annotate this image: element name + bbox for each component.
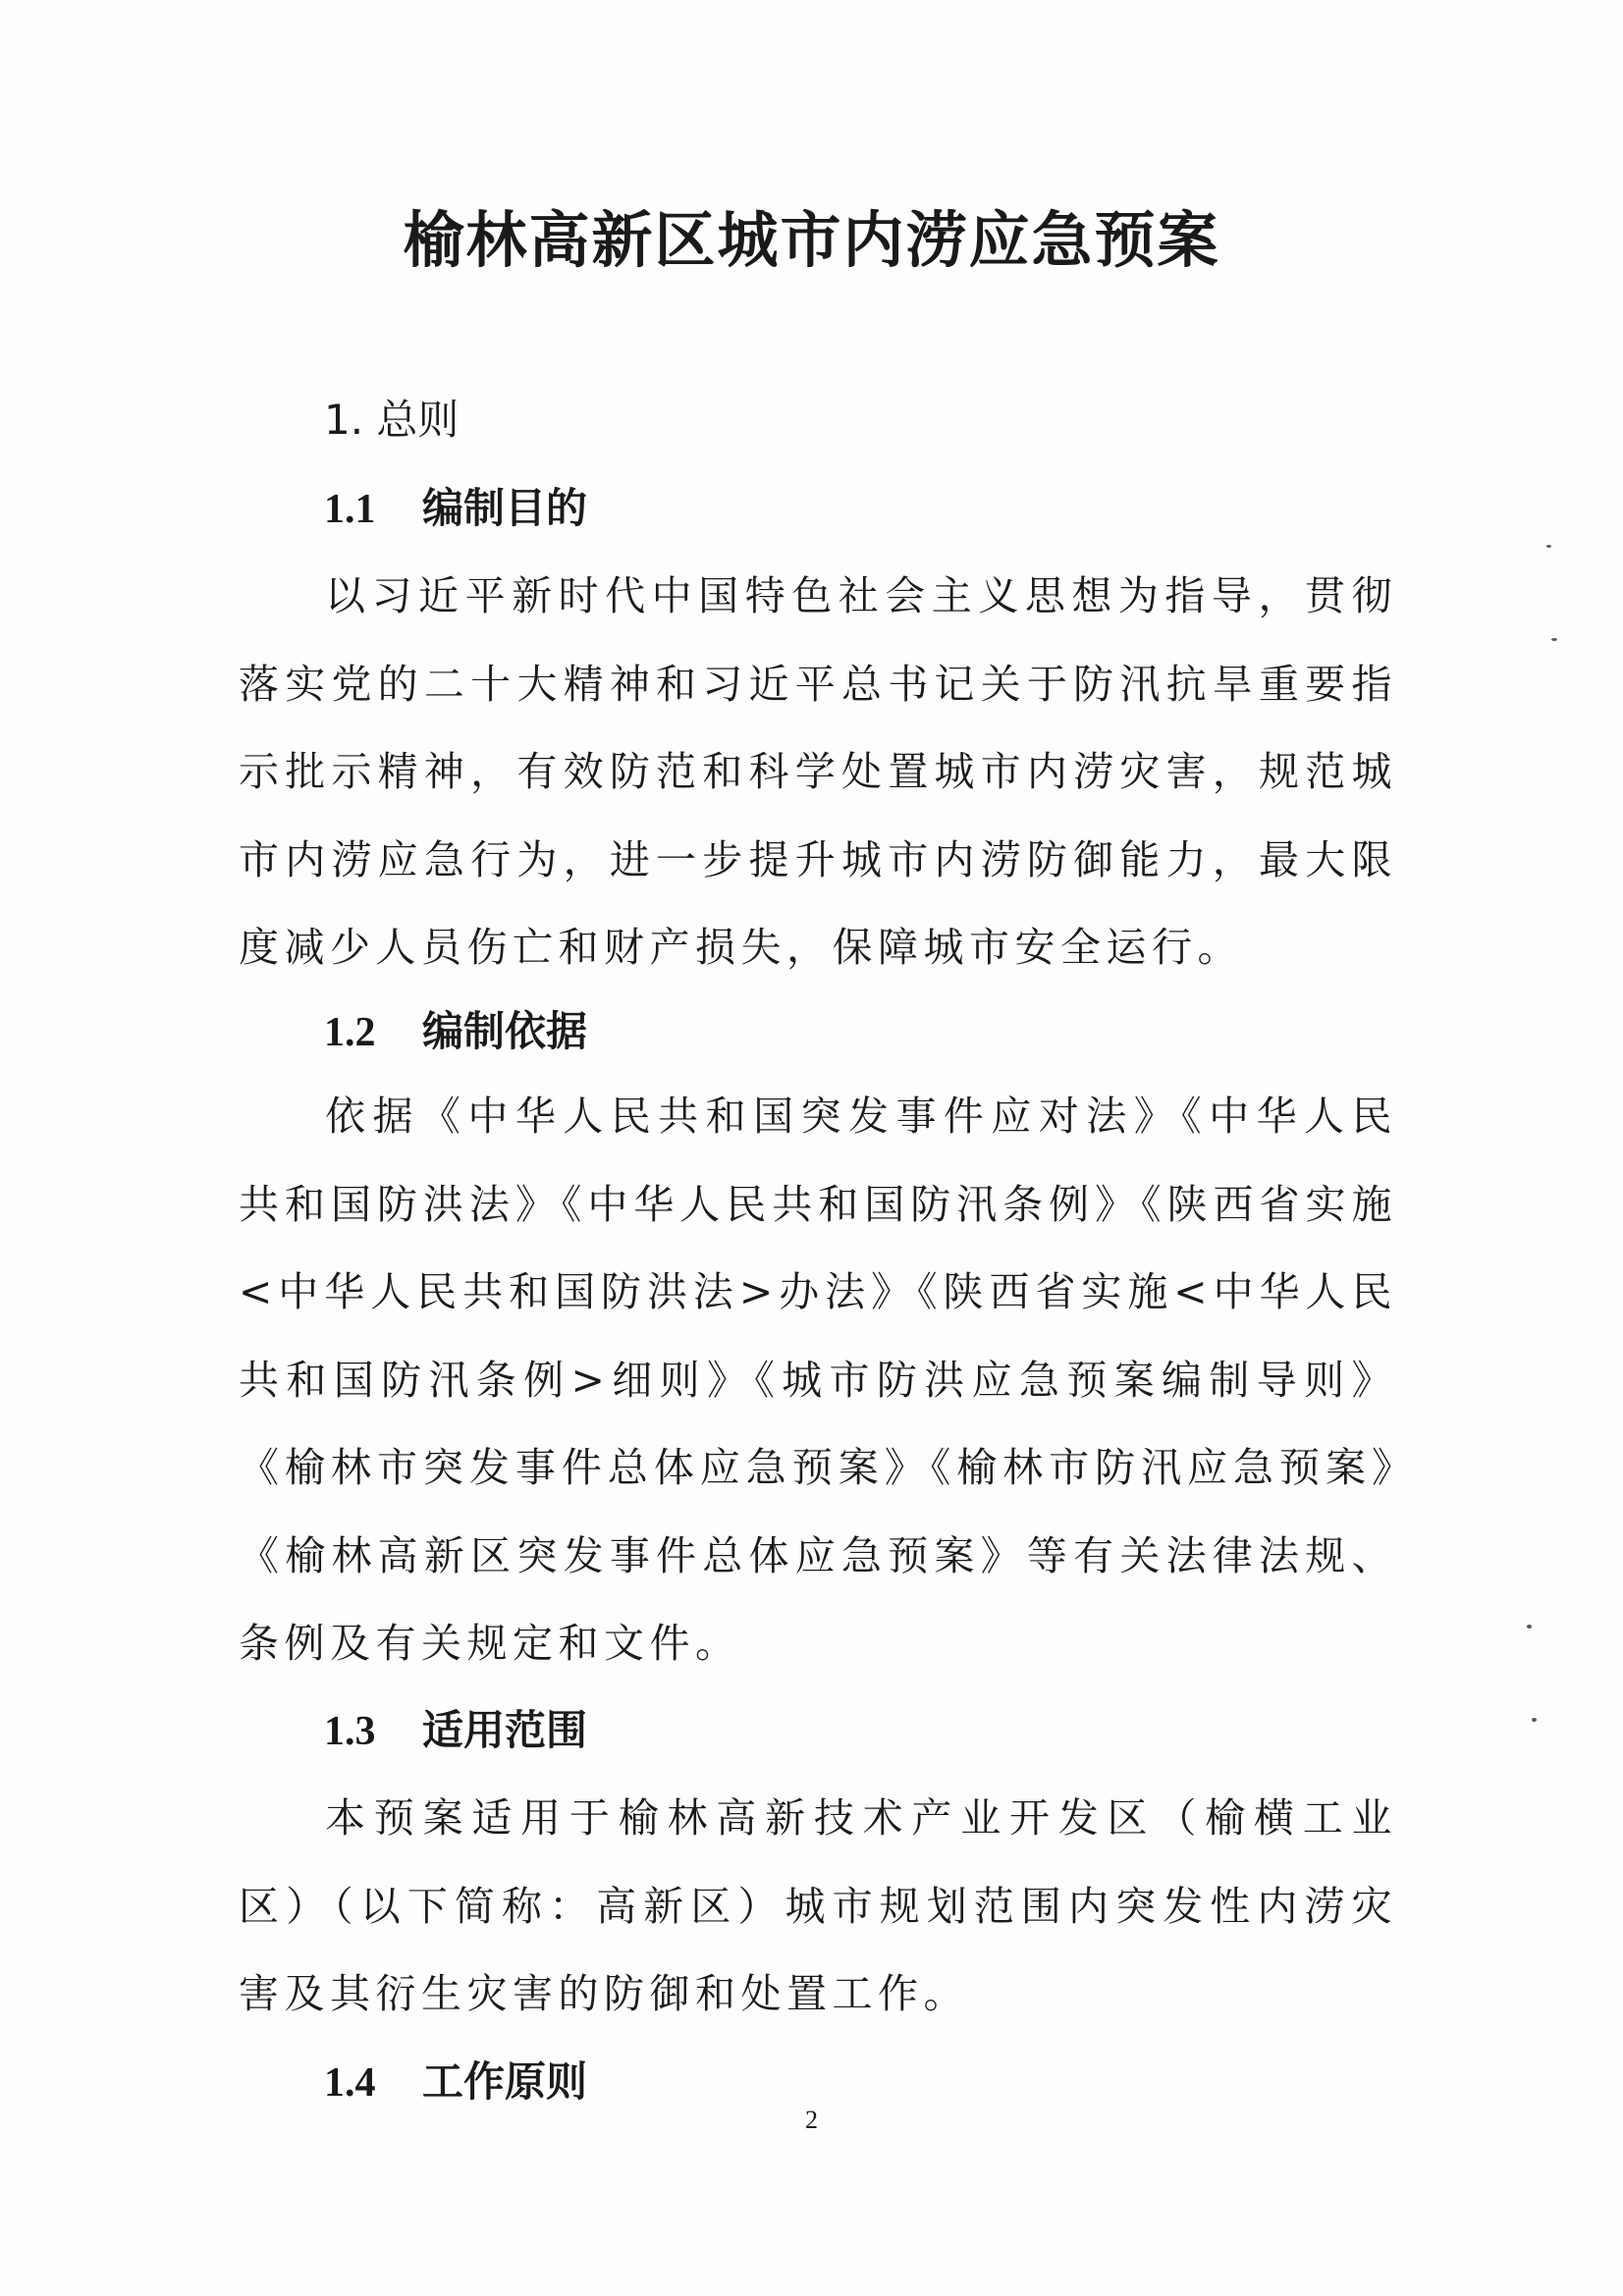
section-heading-1-3 — [324, 1703, 587, 1759]
paragraph-1-3: 本预案适用于榆林高新技术产业开发区（榆横工业区）（以下简称：高新区）城市规划范围内突发性内涝灾害及其衍生灾害的防御和处置工作。 — [239, 1794, 1397, 2017]
scan-speck — [1551, 638, 1557, 641]
section-heading-1-4 — [324, 2055, 587, 2110]
scan-speck — [1532, 1718, 1537, 1722]
section-heading-general: 1. 总则 — [324, 396, 460, 444]
paragraph-1-2: 依据《中华人民共和国突发事件应对法》《中华人民共和国防洪法》《中华人民共和国防汛条例》《陕西省实施<中华人民共和国防洪法>办法》《陕西省实施<中华人民共和国防汛条例>细则》《城市防洪应急预案编制导则》《榆林市突发事件总体应急预案》《榆林市防汛应急预案》《榆林高新区突发事件总体应急预案》等有关法律法规、条例及有关规定和文件。 — [239, 1093, 1397, 1667]
scan-speck — [1527, 1625, 1532, 1629]
paragraph-1-1: 以习近平新时代中国特色社会主义思想为指导，贯彻落实党的二十大精神和习近平总书记关于防汛抗旱重要指示批示精神，有效防范和科学处置城市内涝灾害，规范城市内涝应急行为，进一步提升城市内涝防御能力，最大限度减少人员伤亡和财产损失，保障城市安全运行。 — [239, 572, 1397, 971]
document-title: 榆林高新区城市内涝应急预案 — [403, 204, 1220, 276]
section-number: 1.1 — [324, 487, 376, 532]
scan-speck — [1546, 545, 1551, 548]
section-number: 1.2 — [324, 1010, 376, 1055]
section-title: 工作原则 — [422, 2057, 588, 2106]
section-heading-1-1 — [324, 481, 587, 537]
section-number: 1.3 — [324, 1709, 376, 1754]
section-title: 编制目的 — [422, 484, 588, 532]
page-number: 2 — [805, 2106, 818, 2134]
section-heading-1-2 — [324, 1004, 587, 1060]
section-title: 适用范围 — [422, 1706, 588, 1754]
section-number: 1.4 — [324, 2060, 376, 2106]
section-title: 编制依据 — [422, 1007, 588, 1055]
